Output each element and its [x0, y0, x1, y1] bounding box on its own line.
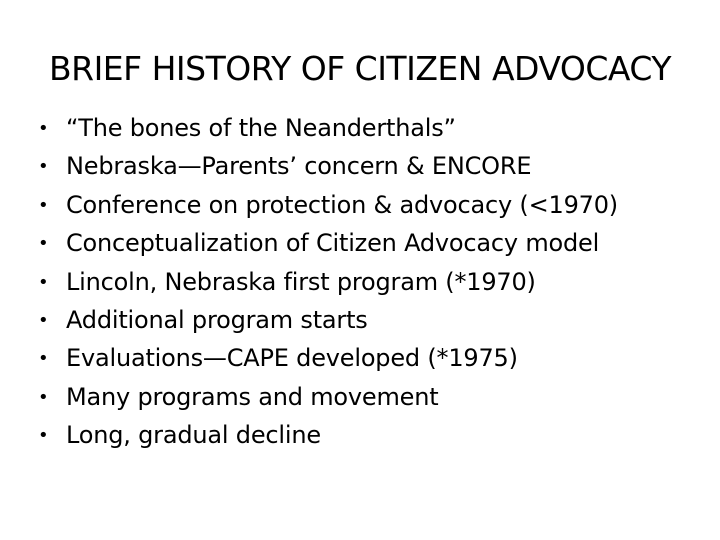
bullet-icon: • — [38, 425, 49, 447]
bullet-icon: • — [38, 348, 49, 370]
bullet-text: Conference on protection & advocacy (<1970) — [66, 190, 618, 219]
bullet-item — [38, 190, 698, 221]
bullet-icon: • — [38, 271, 49, 293]
bullet-item — [38, 228, 698, 259]
bullet-icon: • — [38, 386, 49, 408]
bullet-item — [38, 113, 698, 144]
bullet-icon: • — [38, 309, 49, 331]
bullet-item — [38, 151, 698, 182]
bullet-item — [38, 382, 698, 413]
bullet-text: Conceptualization of Citizen Advocacy model — [66, 229, 600, 258]
bullet-text: Long, gradual decline — [66, 421, 321, 450]
bullet-icon: • — [38, 156, 49, 178]
bullet-text: Evaluations—CAPE developed (*1975) — [66, 344, 518, 373]
bullet-text: Additional program starts — [66, 305, 368, 334]
bullet-text: Lincoln, Nebraska first program (*1970) — [66, 267, 536, 296]
bullet-text: Nebraska—Parents’ concern & ENCORE — [66, 152, 532, 181]
bullet-icon: • — [38, 194, 49, 216]
bullet-item — [38, 267, 698, 298]
bullet-item — [38, 305, 698, 336]
bullet-text: Many programs and movement — [66, 382, 439, 411]
bullet-list — [38, 113, 698, 459]
bullet-icon: • — [38, 233, 49, 255]
bullet-item — [38, 420, 698, 451]
bullet-text: “The bones of the Neanderthals” — [66, 114, 456, 142]
slide-title: BRIEF HISTORY OF CITIZEN ADVOCACY — [49, 49, 671, 88]
bullet-item — [38, 343, 698, 374]
bullet-icon: • — [38, 118, 49, 139]
